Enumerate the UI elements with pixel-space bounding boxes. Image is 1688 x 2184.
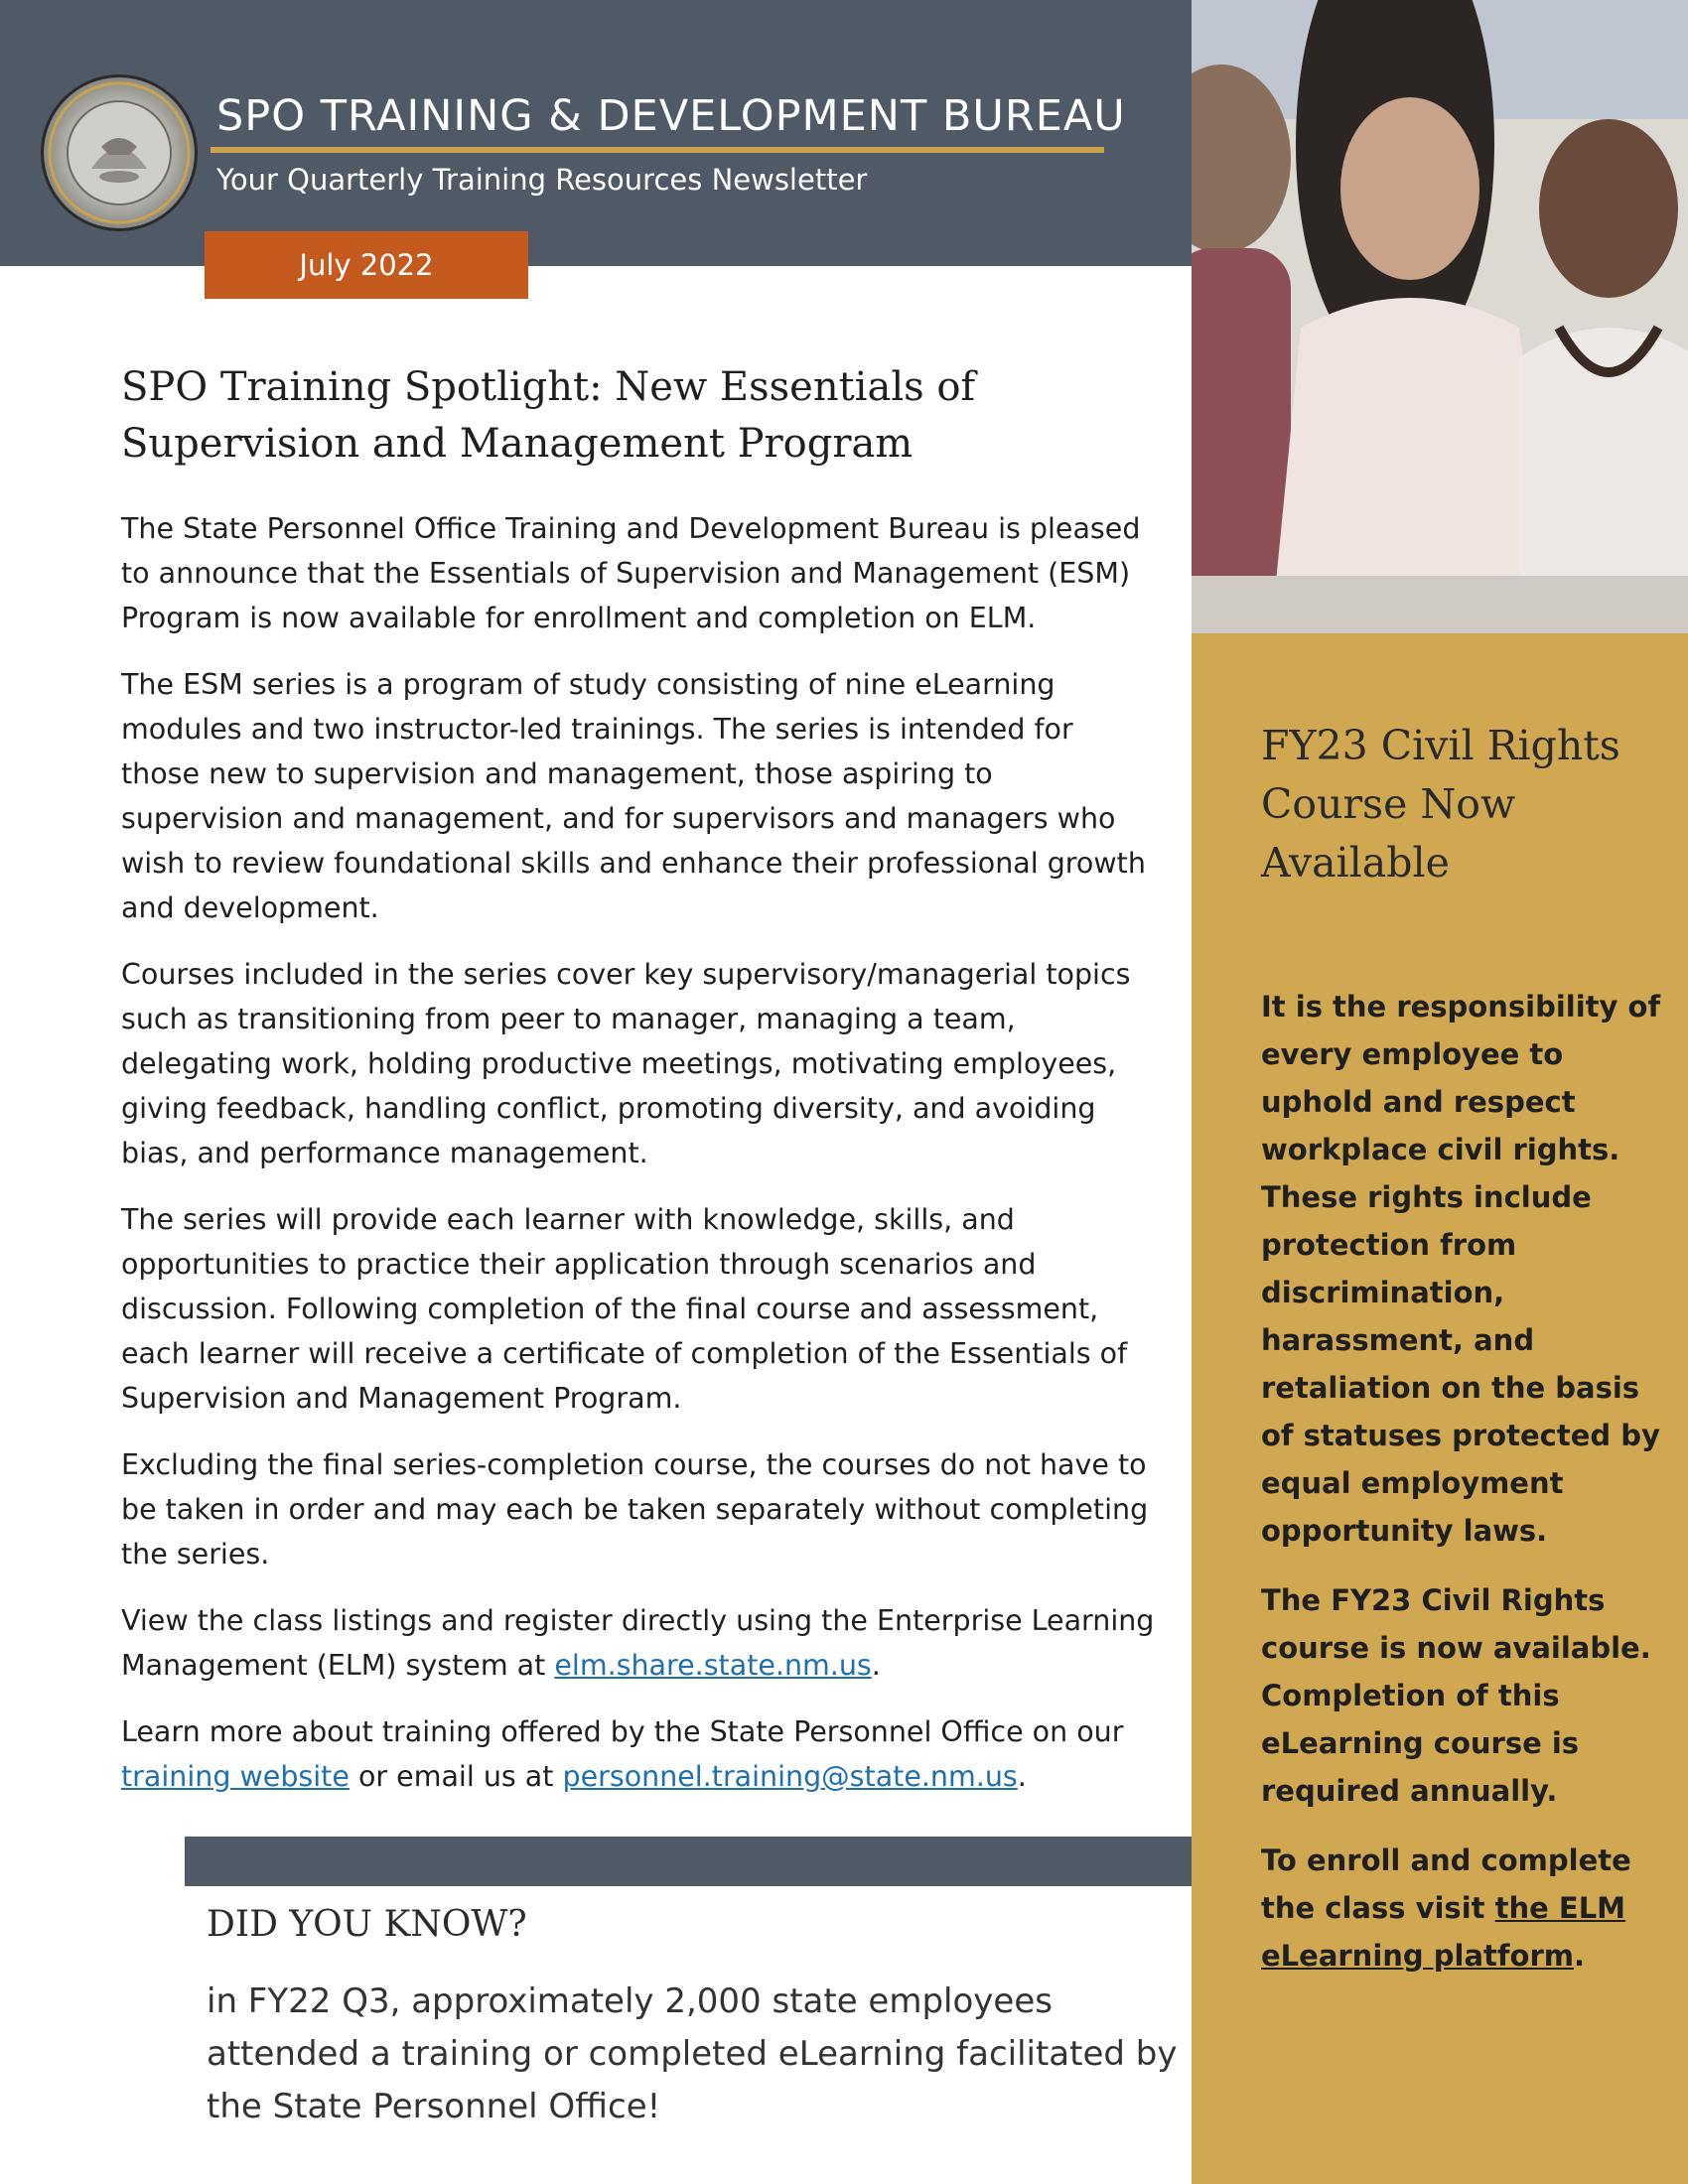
learn-more-middle: or email us at <box>349 1760 563 1793</box>
paragraph-order: Excluding the final series-completion course, the courses do not have to be taken in order and may each be taken separately without completing the series. <box>121 1448 1149 1570</box>
headline-line-1: SPO Training Spotlight: New Essentials of <box>121 364 976 410</box>
paragraph-certificate: The series will provide each learner with knowledge, skills, and opportunities to practice their application through scenarios and discussion. Following completion of the final course and assessment, each learner will receive a certificate of completion of the Essentials of Supervision and Management Program. <box>121 1203 1128 1415</box>
state-seal-logo <box>44 77 195 228</box>
headline-line-2: Supervision and Management Program <box>121 421 914 467</box>
newsletter-subtitle: Your Quarterly Training Resources Newsletter <box>216 163 868 197</box>
classroom-photo <box>1192 0 1688 633</box>
sidebar-paragraph-enroll <box>1261 1837 1668 1979</box>
email-link[interactable]: personnel.training@state.nm.us <box>562 1760 1018 1793</box>
title-divider <box>211 147 1104 153</box>
paragraph-intro: The State Personnel Office Training and Development Bureau is pleased to announce that the Essentials of Supervision and Management (ESM) Program is now available for enrollment and completion on ELM. <box>121 512 1141 634</box>
enroll-period: . <box>1573 1939 1585 1973</box>
bureau-title: SPO TRAINING & DEVELOPMENT BUREAU <box>216 91 1126 141</box>
sidebar-title: FY23 Civil Rights Course Now Available <box>1261 722 1620 887</box>
register-text: View the class listings and register directly using the Enterprise Learning Management (ELM) system at <box>121 1604 1155 1682</box>
enroll-text: To enroll and complete the class visit <box>1261 1843 1631 1925</box>
paragraph-topics: Courses included in the series cover key supervisory/managerial topics such as transitioning from peer to manager, managing a team, delegating work, holding productive meetings, motivating employees, giving feedback, handling conflict, promoting diversity, and avoiding bias, and performance management. <box>121 958 1131 1169</box>
paragraph-series: The ESM series is a program of study consisting of nine eLearning modules and two instructor-led trainings. The series is intended for those new to supervision and management, those aspiring to supervision and management, and for supervisors and managers who wish to review foundational skills and enhance their professional growth and development. <box>121 668 1146 924</box>
learn-more-text: Learn more about training offered by the State Personnel Office on our <box>121 1715 1124 1748</box>
register-period: . <box>871 1649 881 1682</box>
did-you-know-bar <box>185 1837 1192 1886</box>
paragraph-register <box>121 1598 1159 1688</box>
issue-date-badge: July 2022 <box>205 231 528 299</box>
elm-platform-link[interactable]: the ELM eLearning platform <box>1261 1891 1626 1973</box>
did-you-know-title: DID YOU KNOW? <box>207 1904 527 1945</box>
elm-link[interactable]: elm.share.state.nm.us <box>554 1649 872 1682</box>
sidebar-paragraph-availability: The FY23 Civil Rights course is now available. Completion of this eLearning course is required annually. <box>1261 1583 1651 1808</box>
sidebar-paragraph-responsibility: It is the responsibility of every employee to uphold and respect workplace civil rights. These rights include protection from discrimination, harassment, and retaliation on the basis of statuses protected by equal employment opportunity laws. <box>1261 990 1661 1548</box>
sidebar-body <box>1261 983 1668 2001</box>
paragraph-learn-more <box>121 1709 1159 1799</box>
learn-more-period: . <box>1017 1760 1027 1793</box>
training-website-link[interactable]: training website <box>121 1760 350 1793</box>
article-body <box>121 506 1159 1821</box>
did-you-know-text: in FY22 Q3, approximately 2,000 state employees attended a training or completed eLearning facilitated by the State Personnel Office! <box>207 1981 1178 2126</box>
article-headline <box>121 359 1149 473</box>
